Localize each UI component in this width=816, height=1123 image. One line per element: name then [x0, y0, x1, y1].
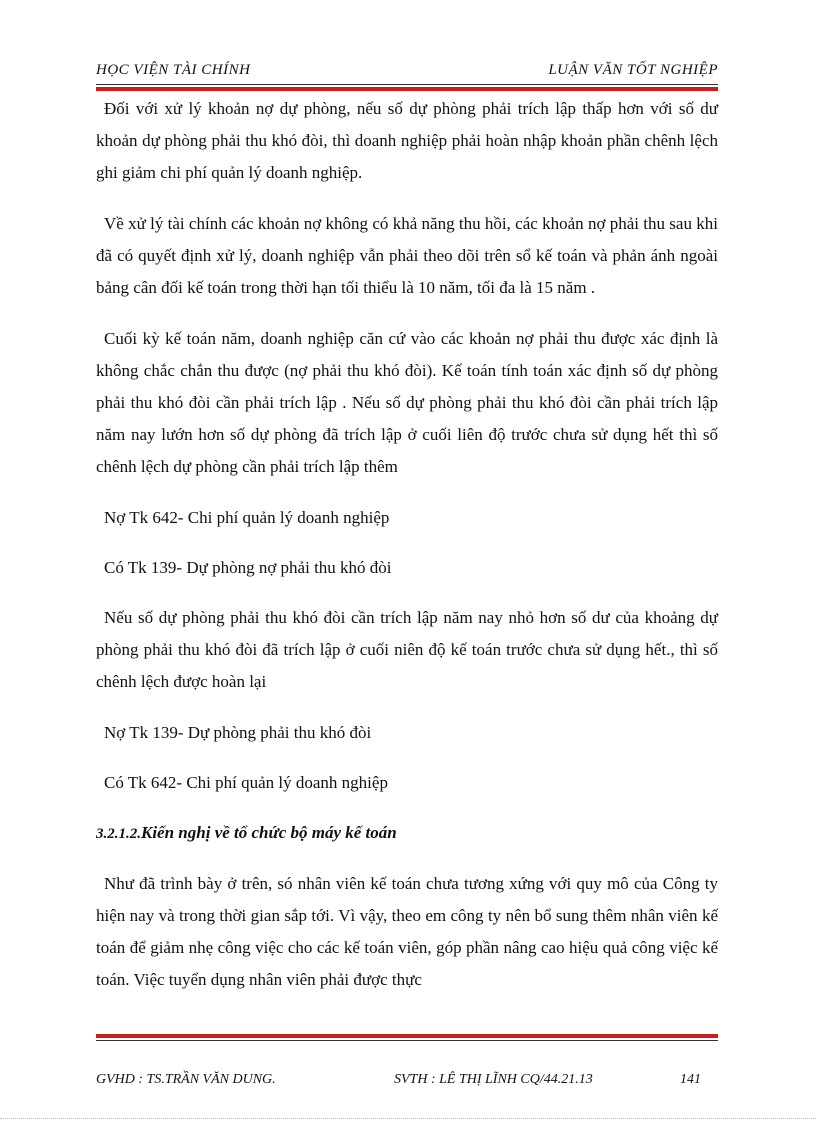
journal-entry-3: Nợ Tk 139- Dự phòng phải thu khó đòi	[104, 723, 372, 742]
paragraph-2: Về xử lý tài chính các khoản nợ không có khả năng thu hồi, các khoản nợ phải thu sau khi đã có quyết định xử lý, doanh nghiệp vẫn phải theo dõi trên sổ kế toán và phản ánh ngoài bảng cân đối kế toán trong thời hạn tối thiểu là 10 năm, tối đa là 15 năm .	[96, 214, 718, 297]
footer-rule-thin	[96, 1040, 718, 1041]
journal-entry-2: Có Tk 139- Dự phòng nợ phải thu khó đòi	[104, 558, 392, 577]
paragraph-5: Như đã trình bày ở trên, só nhân viên kế toán chưa tương xứng với quy mô của Công ty hiện nay và trong thời gian sắp tới. Vì vậy, theo em công ty nên bổ sung thêm nhân viên kế toán để giảm nhẹ công việc cho các kế toán viên, góp phần nâng cao hiệu quả công việc kế toán. Việc tuyển dụng nhân viên phải được thực	[96, 874, 718, 989]
header-institution: HỌC VIỆN TÀI CHÍNH	[96, 62, 251, 78]
footer-student: SVTH : LÊ THỊ LĨNH CQ/44.21.13	[394, 1072, 593, 1087]
footer-rule-red	[96, 1034, 718, 1038]
page-number: 141	[680, 1072, 701, 1087]
page-bottom-border	[0, 1118, 816, 1119]
journal-entry-1: Nợ Tk 642- Chi phí quản lý doanh nghiệp	[104, 508, 390, 527]
paragraph-3: Cuối kỳ kế toán năm, doanh nghiệp căn cứ vào các khoản nợ phải thu được xác định là không chắc chắn thu được (nợ phải thu khó đòi). Kế toán tính toán xác định số dự phòng phải thu khó đòi cần phải trích lập . Nếu số dự phòng phải thu khó đòi cần phải trích lập năm nay lướn hơn số dự phòng đã trích lập ở cuối liên độ trước chưa sử dụng hết thì số chênh lệch dự phòng cần phải trích lập thêm	[96, 329, 718, 476]
page-content	[96, 93, 718, 1015]
header-rule-red	[96, 87, 718, 91]
paragraph-1: Đối với xử lý khoản nợ dự phòng, nếu số dự phòng phải trích lập thấp hơn với số dư khoản dự phòng phải thu khó đòi, thì doanh nghiệp phải hoàn nhập khoản phần chênh lệch ghi giảm chi phí quản lý doanh nghiệp.	[96, 99, 718, 182]
journal-entry-4: Có Tk 642- Chi phí quản lý doanh nghiệp	[104, 773, 388, 792]
header-rule-thin	[96, 84, 718, 85]
paragraph-4: Nếu số dự phòng phải thu khó đòi cần trích lập năm nay nhỏ hơn số dư của khoảng dự phòng phải thu khó đòi đã trích lập ở cuối niên độ kế toán trước chưa sử dụng hết., thì số chênh lệch được hoàn lại	[96, 608, 718, 691]
header-document-type: LUẬN VĂN TỐT NGHIỆP	[548, 62, 718, 78]
section-heading	[96, 817, 718, 850]
section-title: Kiến nghị về tổ chức bộ máy kế toán	[141, 823, 397, 842]
footer-supervisor: GVHD : TS.TRẦN VĂN DUNG.	[96, 1072, 276, 1087]
page-footer	[96, 1072, 718, 1094]
page-header	[96, 62, 718, 84]
section-number: 3.2.1.2.	[96, 826, 141, 842]
